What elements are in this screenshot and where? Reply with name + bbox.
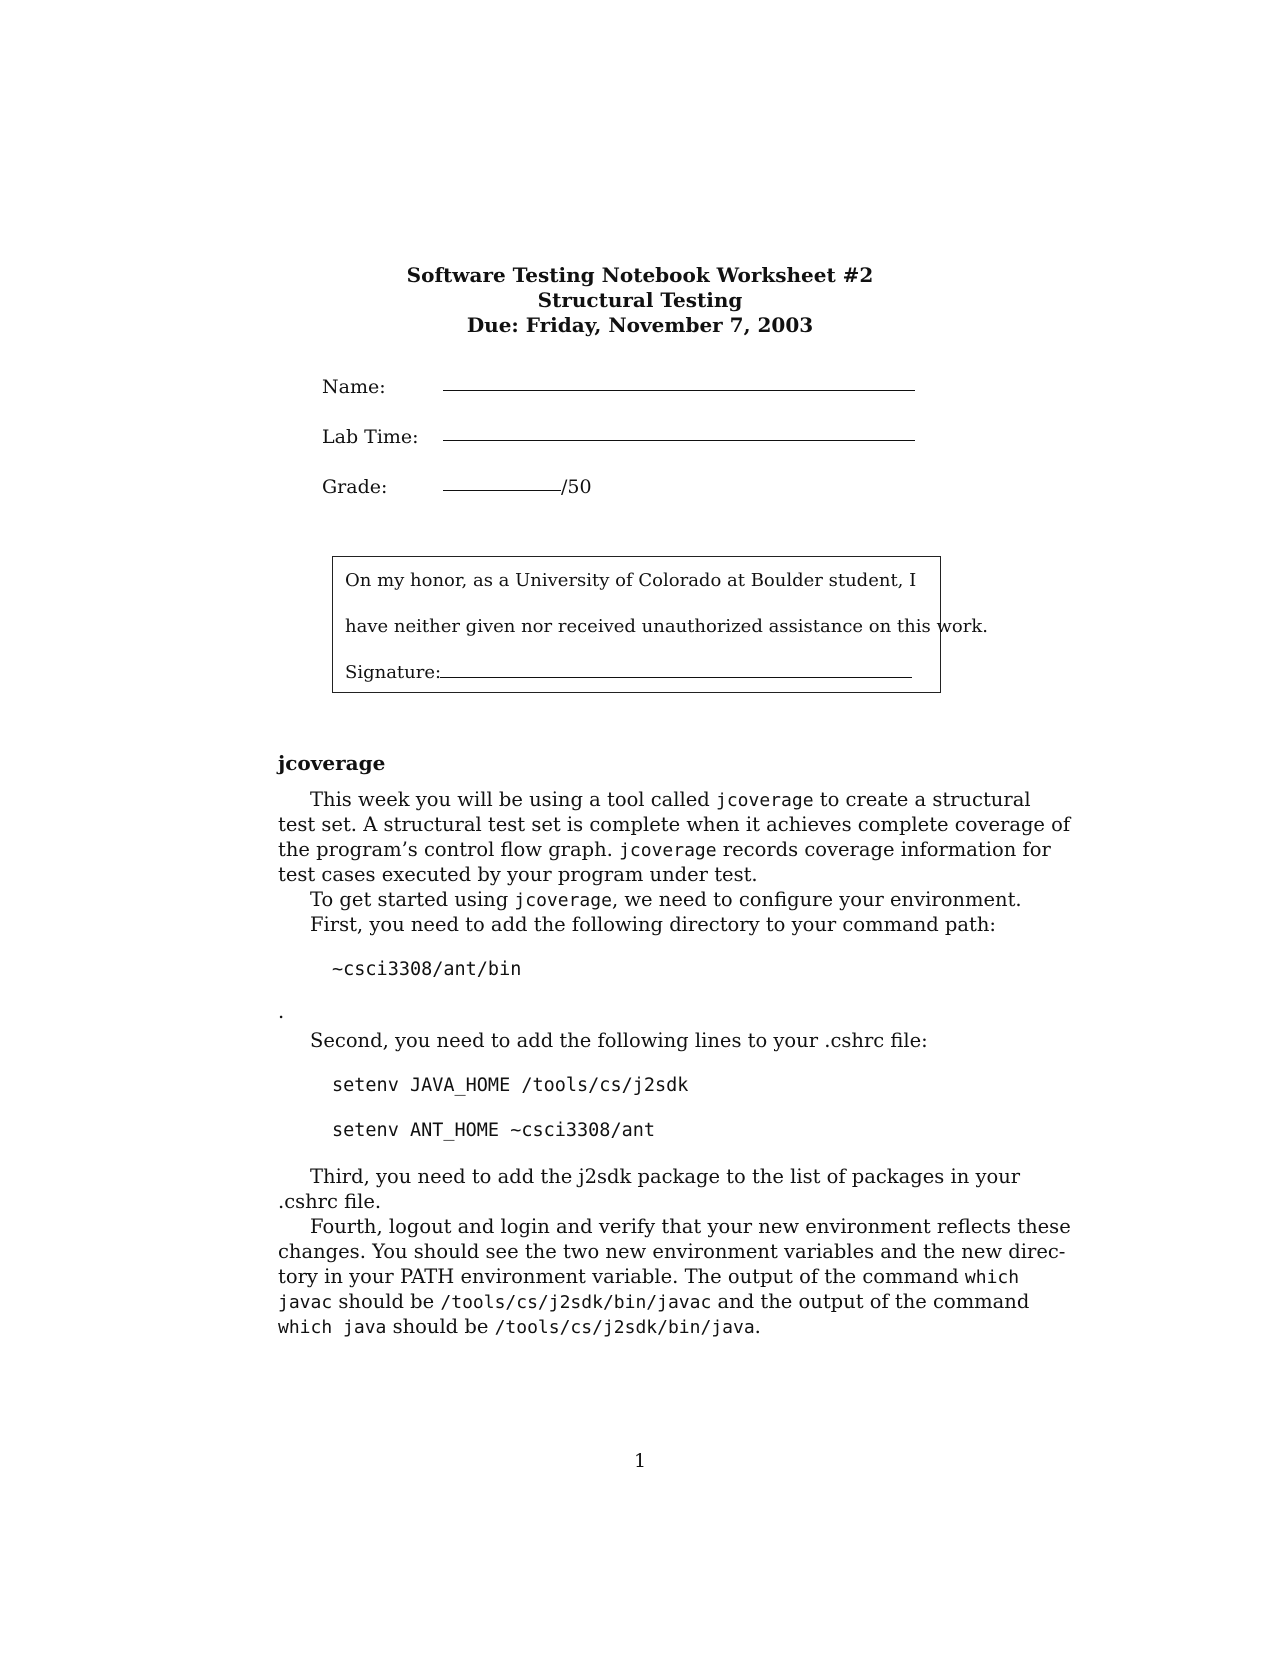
paragraph-1-line-4: test cases executed by your program under test. xyxy=(278,863,758,886)
lab-time-label: Lab Time: xyxy=(322,426,419,448)
paragraph-5-line-2: .cshrc file. xyxy=(278,1190,382,1213)
paragraph-1-line-2: test set. A structural test set is complete when it achieves complete coverage of xyxy=(278,813,1071,836)
signature-field[interactable] xyxy=(440,677,912,678)
paragraph-2: To get started using jcoverage, we need to configure your environment. xyxy=(310,888,1022,911)
lab-time-field[interactable] xyxy=(443,440,915,441)
code-command-path: ~csci3308/ant/bin xyxy=(332,959,522,980)
honor-pledge-line-1: On my honor, as a University of Colorado at Boulder student, I xyxy=(345,570,917,591)
paragraph-6-line-4: javac should be /tools/cs/j2sdk/bin/javac and the output of the command xyxy=(278,1290,1030,1313)
paragraph-6-line-1: Fourth, logout and login and verify that your new environment reflects these xyxy=(310,1215,1071,1238)
section-heading: jcoverage xyxy=(278,751,386,775)
paragraph-1-line-1: This week you will be using a tool called jcoverage to create a structural xyxy=(310,788,1031,811)
page-number: 1 xyxy=(633,1450,647,1472)
grade-total: /50 xyxy=(561,476,592,498)
paragraph-5-line-1: Third, you need to add the j2sdk package to the list of packages in your xyxy=(310,1165,1021,1188)
name-field[interactable] xyxy=(443,390,915,391)
paragraph-1-line-3: the program’s control flow graph. jcoverage records coverage information for xyxy=(278,838,1051,861)
grade-field[interactable] xyxy=(443,490,561,491)
paragraph-4: Second, you need to add the following lines to your .cshrc file: xyxy=(310,1029,928,1052)
worksheet-title: Software Testing Notebook Worksheet #2 xyxy=(406,263,874,287)
paragraph-6-line-3: tory in your PATH environment variable. The output of the command which xyxy=(278,1265,1020,1288)
honor-pledge-line-2: have neither given nor received unauthorized assistance on this work. xyxy=(345,616,988,637)
code-ant-home: setenv ANT_HOME ~csci3308/ant xyxy=(332,1120,656,1141)
stray-period: . xyxy=(278,1000,285,1023)
name-label: Name: xyxy=(322,376,386,398)
paragraph-6-line-5: which java should be /tools/cs/j2sdk/bin/java. xyxy=(278,1315,761,1338)
grade-label: Grade: xyxy=(322,476,388,498)
code-java-home: setenv JAVA_HOME /tools/cs/j2sdk xyxy=(332,1075,689,1096)
due-date: Due: Friday, November 7, 2003 xyxy=(466,313,814,337)
paragraph-3: First, you need to add the following directory to your command path: xyxy=(310,913,997,936)
paragraph-6-line-2: changes. You should see the two new environment variables and the new direc- xyxy=(278,1240,1066,1263)
signature-label: Signature: xyxy=(345,662,442,683)
worksheet-subtitle: Structural Testing xyxy=(537,288,743,312)
